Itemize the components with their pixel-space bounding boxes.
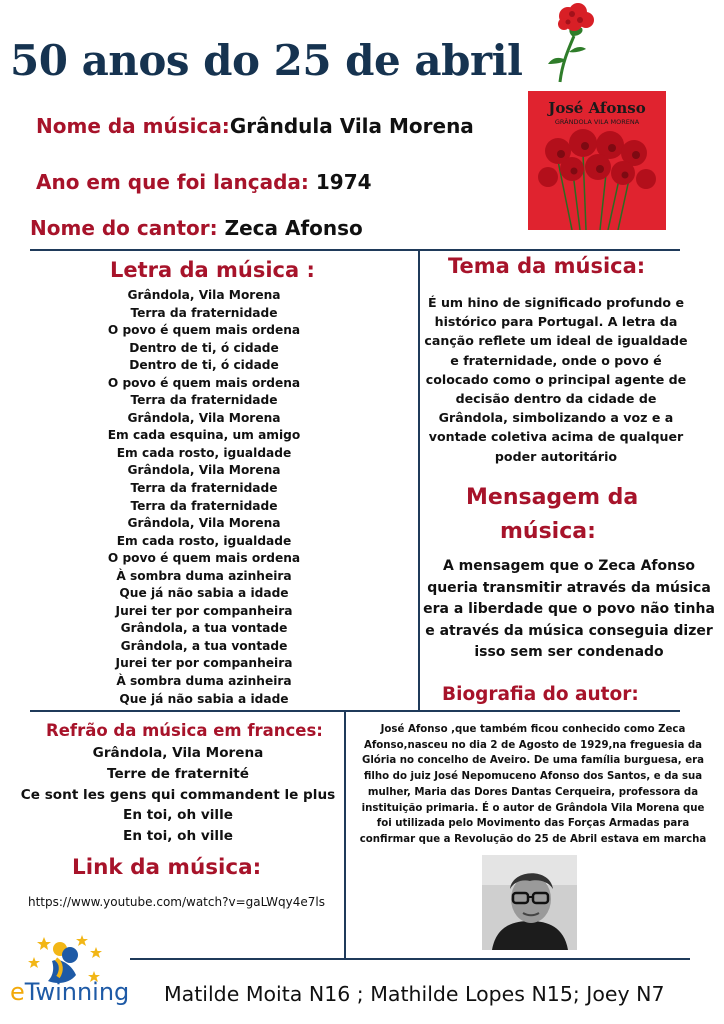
bio-text: José Afonso ,que também ficou conhecido como Zeca Afonso,nasceu no dia 2 de Agosto de 1929,na freguesia da Glória no concelho de Aveiro. De uma família burguesa, era filho do juiz José Nepomuceno Afonso dos Santos, e da sua mulher, Maria das Dores Dantas Cerqueira, professora da instituição primaria. É o autor de Grândola Vila Morena que foi utilizada pelo Movimento das Forças Armadas para confirmar que a Revolução do 25 de Abril estava em marcha xyxy=(359,724,707,845)
page-title: 50 anos do 25 de abril xyxy=(10,36,523,85)
album-title: GRÂNDOLA VILA MORENA xyxy=(554,118,640,126)
divider-top xyxy=(30,249,680,251)
refrain-line: Grândola, Vila Morena xyxy=(92,745,264,761)
lyric-line: Em cada rosto, igualdade xyxy=(116,533,292,548)
lyric-line: Terra da fraternidade xyxy=(130,481,278,496)
release-year-value: 1974 xyxy=(315,170,372,194)
lyric-line: Grândola, a tua vontade xyxy=(120,621,288,636)
song-name-label: Nome da música: xyxy=(36,114,230,138)
lyric-line: O povo é quem mais ordena xyxy=(107,375,301,390)
lyric-line: Em cada rosto, igualdade xyxy=(116,445,292,460)
author-portrait xyxy=(482,855,577,950)
message-text: A mensagem que o Zeca Afonso queria transmitir através da música era a liberdade que o povo não tinha e através da música conseguia dizer isso sem ser condenado xyxy=(423,558,715,660)
lyric-line: O povo é quem mais ordena xyxy=(107,323,301,338)
etwinning-logo-e: e xyxy=(10,978,25,1006)
lyric-line: Terra da fraternidade xyxy=(130,305,278,320)
lyric-line: Que já não sabia a idade xyxy=(119,691,289,706)
theme-heading: Tema da música: xyxy=(448,254,646,278)
theme-text: É um hino de significado profundo e histórico para Portugal. A letra da canção reflete um ideal de igualdade e fraternidade, onde o povo é colocado como o principal agente de decisão dentro da cidade de Grândola, simbolizando a voz e a vontade coletiva acima de qualquer poder autoritário xyxy=(424,295,688,464)
refrain-line: En toi, oh ville xyxy=(123,807,233,824)
refrain-line: Ce sont les gens qui commandent le plus xyxy=(20,786,336,803)
lyric-line: Jurei ter por companheira xyxy=(115,656,293,671)
lyric-line: Grândola, Vila Morena xyxy=(127,410,281,425)
carnation-flower-icon xyxy=(538,2,602,84)
message-heading-line2: música: xyxy=(500,519,596,544)
song-name-row xyxy=(36,114,474,138)
etwinning-logo-rest: Twinning xyxy=(24,978,130,1006)
singer-value: Zeca Afonso xyxy=(224,216,363,240)
lyrics-list xyxy=(90,287,318,708)
lyric-line: Terra da fraternidade xyxy=(130,393,278,408)
song-name-value: Grândula Vila Morena xyxy=(229,114,474,138)
singer-label: Nome do cantor: xyxy=(30,216,218,240)
release-year-row xyxy=(36,170,372,194)
authors-footer: Matilde Moita N16 ; Mathilde Lopes N15; Joey N7 xyxy=(164,982,665,1006)
divider-bottom xyxy=(130,958,690,960)
refrain-line: En toi, oh ville xyxy=(123,828,233,845)
album-cover-art xyxy=(528,91,666,230)
lyric-line: Grândola, Vila Morena xyxy=(127,516,281,531)
lyric-line: Dentro de ti, ó cidade xyxy=(129,340,279,355)
refrain-line: Terre de fraternité xyxy=(107,765,249,782)
bio-heading: Biografia do autor: xyxy=(442,684,639,705)
lyric-line: À sombra duma azinheira xyxy=(116,568,292,583)
album-cover xyxy=(528,91,666,230)
singer-row xyxy=(30,216,363,240)
link-heading: Link da música: xyxy=(72,855,262,880)
lyric-line: Grândola, Vila Morena xyxy=(127,463,281,478)
lyric-line: Grândola, a tua vontade xyxy=(120,638,288,653)
lyric-line: Grândola, Vila Morena xyxy=(127,288,281,302)
lyric-line: Terra da fraternidade xyxy=(130,498,278,513)
message-heading-line1: Mensagem da xyxy=(466,485,639,510)
lyric-line: À sombra duma azinheira xyxy=(116,674,292,689)
album-artist: José Afonso xyxy=(548,99,646,117)
lyric-line: O povo é quem mais ordena xyxy=(107,551,301,566)
refrain-heading: Refrão da música em frances: xyxy=(46,721,323,740)
song-link[interactable]: https://www.youtube.com/watch?v=gaLWqy4e7ls xyxy=(28,895,325,909)
lyric-line: Dentro de ti, ó cidade xyxy=(129,358,279,373)
refrain-list xyxy=(10,743,346,847)
author-portrait-image xyxy=(482,855,577,950)
lyric-line: Em cada esquina, um amigo xyxy=(107,428,301,443)
lyrics-heading: Letra da música : xyxy=(110,258,315,282)
etwinning-logo-text xyxy=(10,978,129,1006)
lyric-line: Que já não sabia a idade xyxy=(119,586,289,601)
lyric-line: Jurei ter por companheira xyxy=(115,603,293,618)
release-year-label: Ano em que foi lançada: xyxy=(36,170,309,194)
divider-lower xyxy=(30,710,680,712)
